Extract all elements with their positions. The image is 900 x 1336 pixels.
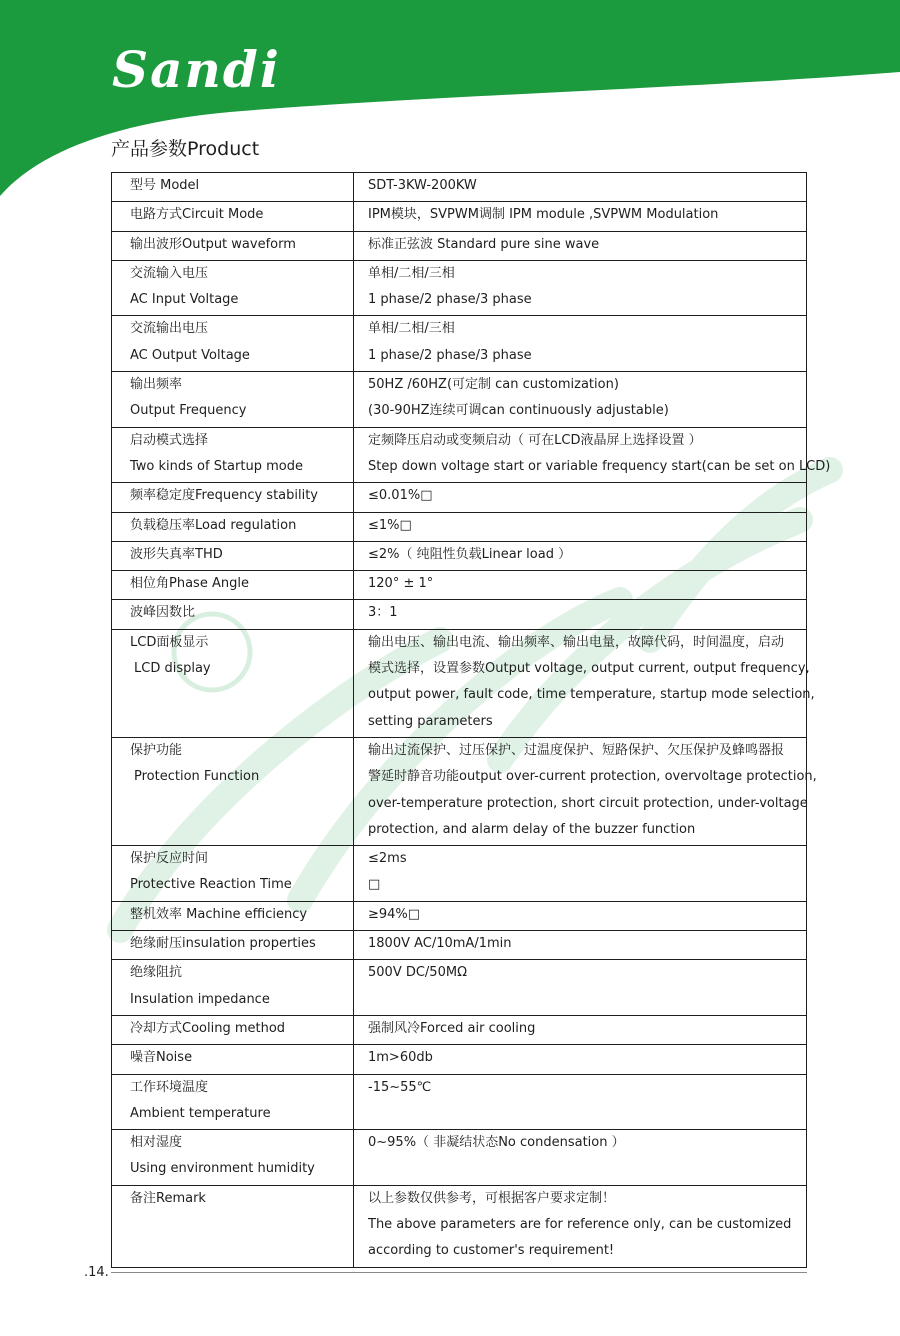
spec-label-line: Protection Function [134, 769, 260, 785]
spec-value-cell [354, 737, 817, 845]
spec-value-cell [354, 427, 831, 483]
table-row [112, 173, 807, 202]
spec-label-line [130, 793, 353, 819]
spec-label-cell [112, 960, 354, 1016]
spec-label-cell [112, 483, 354, 512]
spec-label-line [130, 684, 353, 710]
spec-label-line: Output Frequency [130, 403, 247, 419]
spec-value-cell [354, 931, 807, 960]
spec-value-line: 定频降压启动或变频启动（ 可在LCD液晶屏上选择设置 ） [368, 432, 702, 448]
spec-value-cell [354, 629, 815, 737]
spec-value-cell [354, 372, 807, 428]
spec-label-cell [112, 737, 354, 845]
table-row [112, 202, 807, 231]
spec-value-line: 1m>60db [368, 1050, 433, 1066]
spec-label-line: 相对湿度 [130, 1135, 183, 1151]
spec-label-line: LCD display [134, 661, 211, 677]
table-row [112, 1045, 807, 1074]
spec-value-line: output power, fault code, time temperature, startup mode selection, [368, 687, 815, 703]
spec-label-cell [112, 846, 354, 902]
spec-value-line: 120° ± 1° [368, 576, 434, 592]
spec-label-line: 型号 Model [130, 178, 200, 193]
spec-value-line: setting parameters [368, 713, 493, 729]
table-row [112, 260, 807, 316]
table-row [112, 541, 807, 570]
spec-label-line: 相位角Phase Angle [130, 576, 249, 592]
spec-value-line: 3：1 [368, 605, 398, 621]
spec-value-line [368, 989, 802, 1015]
spec-label-line [130, 711, 353, 737]
table-row [112, 1015, 807, 1044]
spec-value-line: 输出过流保护、过压保护、过温度保护、短路保护、欠压保护及蜂鸣器报 [368, 742, 785, 758]
spec-label-cell [112, 1185, 354, 1267]
spec-label-cell [112, 931, 354, 960]
spec-label-line: 工作环境温度 [130, 1079, 209, 1095]
spec-label-line: 波峰因数比 [130, 605, 196, 621]
spec-value-cell [354, 202, 807, 231]
spec-value-line: -15~55℃ [368, 1079, 432, 1095]
table-row [112, 571, 807, 600]
spec-label-line: 负载稳压率Load regulation [130, 517, 297, 533]
spec-value-line: 500V DC/50MΩ [368, 965, 467, 981]
spec-value-cell [354, 260, 807, 316]
spec-label-cell [112, 600, 354, 629]
spec-value-line: 50HZ /60HZ(可定制 can customization) [368, 377, 619, 393]
spec-value-cell [354, 1130, 807, 1186]
spec-value-cell [354, 541, 807, 570]
table-row [112, 931, 807, 960]
spec-value-line: over-temperature protection, short circuit protection, under-voltage [368, 795, 808, 811]
spec-value-cell [354, 316, 807, 372]
spec-value-line [368, 1103, 802, 1129]
table-row [112, 737, 807, 845]
table-row [112, 316, 807, 372]
spec-value-line: 模式选择，设置参数Output voltage, output current, output frequency, [368, 661, 810, 677]
spec-label-cell [112, 629, 354, 737]
spec-value-line: ≤2ms [368, 851, 407, 867]
spec-label-line: 保护反应时间 [130, 851, 209, 867]
spec-value-cell [354, 901, 807, 930]
spec-label-line: 电路方式Circuit Mode [130, 207, 264, 223]
spec-label-cell [112, 901, 354, 930]
spec-value-line: 1 phase/2 phase/3 phase [368, 347, 532, 363]
spec-value-line: IPM模块，SVPWM调制 IPM module ,SVPWM Modulation [368, 207, 719, 223]
footer-rule [111, 1272, 807, 1273]
spec-label-line: 保护功能 [130, 742, 183, 758]
spec-label-cell [112, 1015, 354, 1044]
spec-label-cell [112, 427, 354, 483]
spec-label-line: 交流输入电压 [130, 265, 209, 281]
brand-logo [112, 40, 281, 99]
spec-value-cell [354, 173, 807, 202]
spec-value-line: Step down voltage start or variable frequency start(can be set on LCD) [368, 458, 831, 474]
table-row [112, 231, 807, 260]
spec-label-cell [112, 541, 354, 570]
spec-value-cell [354, 846, 807, 902]
spec-value-line [368, 1158, 802, 1184]
spec-value-line: according to customer's requirement! [368, 1243, 615, 1259]
spec-value-cell [354, 1074, 807, 1130]
table-row [112, 1130, 807, 1186]
spec-label-cell [112, 1045, 354, 1074]
spec-value-cell [354, 600, 807, 629]
spec-label-line: 绝缘耐压insulation properties [130, 936, 316, 952]
spec-value-line: (30-90HZ连续可调can continuously adjustable) [368, 403, 669, 419]
spec-label-cell [112, 316, 354, 372]
spec-value-cell [354, 231, 807, 260]
table-row [112, 1185, 807, 1267]
spec-label-line: 输出频率 [130, 377, 183, 393]
spec-value-line: 输出电压、输出电流、输出频率、输出电量，故障代码，时间温度，启动 [368, 634, 785, 650]
table-row [112, 901, 807, 930]
spec-label-cell [112, 173, 354, 202]
page-number: .14. [84, 1265, 109, 1280]
spec-value-line: 单相/二相/三相 [368, 321, 455, 337]
spec-label-cell [112, 231, 354, 260]
table-row [112, 372, 807, 428]
spec-value-line: □ [368, 877, 381, 893]
header-band [0, 0, 900, 200]
spec-value-line: The above parameters are for reference only, can be customized [368, 1216, 792, 1232]
spec-value-line: 0~95%（ 非凝结状态No condensation ） [368, 1135, 625, 1151]
table-row [112, 960, 807, 1016]
spec-value-line: SDT-3KW-200KW [368, 178, 477, 193]
spec-value-cell [354, 571, 807, 600]
spec-label-line: 输出波形Output waveform [130, 236, 296, 252]
spec-value-cell [354, 960, 807, 1016]
spec-label-line: 交流输出电压 [130, 321, 209, 337]
spec-label-line: Insulation impedance [130, 991, 270, 1007]
table-row [112, 1074, 807, 1130]
spec-value-line: 以上参数仅供参考，可根据客户要求定制！ [368, 1190, 616, 1206]
spec-value-line: 1 phase/2 phase/3 phase [368, 292, 532, 308]
table-row [112, 629, 807, 737]
spec-label-line: 波形失真率THD [130, 546, 223, 562]
spec-value-line: 强制风冷Forced air cooling [368, 1020, 536, 1036]
spec-label-line: 冷却方式Cooling method [130, 1020, 286, 1036]
table-row [112, 512, 807, 541]
spec-label-line: 备注Remark [130, 1190, 206, 1206]
spec-label-line [130, 1214, 353, 1240]
spec-label-line: Ambient temperature [130, 1105, 271, 1121]
spec-label-line: AC Output Voltage [130, 347, 250, 363]
table-row [112, 846, 807, 902]
spec-value-cell [354, 1185, 807, 1267]
spec-label-line [130, 819, 353, 845]
spec-label-line: 噪音Noise [130, 1050, 193, 1066]
spec-table-body [112, 173, 831, 1268]
spec-value-line: 标准正弦波 Standard pure sine wave [368, 236, 600, 252]
spec-label-cell [112, 202, 354, 231]
spec-label-cell [112, 512, 354, 541]
spec-value-line: ≤0.01%□ [368, 488, 433, 504]
spec-value-line: ≥94%□ [368, 906, 421, 922]
spec-table [111, 172, 831, 1268]
spec-label-line: 频率稳定度Frequency stability [130, 488, 319, 504]
spec-label-line: AC Input Voltage [130, 292, 239, 308]
spec-value-line: protection, and alarm delay of the buzzer function [368, 821, 696, 837]
spec-value-cell [354, 483, 807, 512]
spec-value-cell [354, 512, 807, 541]
spec-label-cell [112, 1074, 354, 1130]
spec-value-cell [354, 1015, 807, 1044]
spec-label-line: Two kinds of Startup mode [130, 458, 303, 474]
spec-value-cell [354, 1045, 807, 1074]
spec-label-line: LCD面板显示 [130, 634, 209, 650]
brand-logo-text: Sandi [112, 40, 281, 99]
spec-label-line: Protective Reaction Time [130, 877, 292, 893]
spec-value-line: 单相/二相/三相 [368, 265, 455, 281]
spec-value-line: ≤1%□ [368, 517, 412, 533]
spec-label-line [130, 1240, 353, 1266]
spec-label-line: 整机效率 Machine efficiency [130, 906, 308, 922]
spec-value-line: 警延时静音功能output over-current protection, overvoltage protection, [368, 769, 817, 785]
table-row [112, 483, 807, 512]
spec-label-line: 启动模式选择 [130, 432, 209, 448]
table-row [112, 427, 807, 483]
spec-label-cell [112, 372, 354, 428]
spec-label-line: Using environment humidity [130, 1161, 315, 1177]
spec-label-cell [112, 260, 354, 316]
spec-value-line: 1800V AC/10mA/1min [368, 936, 512, 952]
spec-label-line: 绝缘阻抗 [130, 965, 183, 981]
spec-value-line: ≤2%（ 纯阻性负载Linear load ） [368, 546, 572, 562]
spec-label-cell [112, 571, 354, 600]
section-title: 产品参数Product [111, 138, 260, 160]
spec-label-cell [112, 1130, 354, 1186]
table-row [112, 600, 807, 629]
